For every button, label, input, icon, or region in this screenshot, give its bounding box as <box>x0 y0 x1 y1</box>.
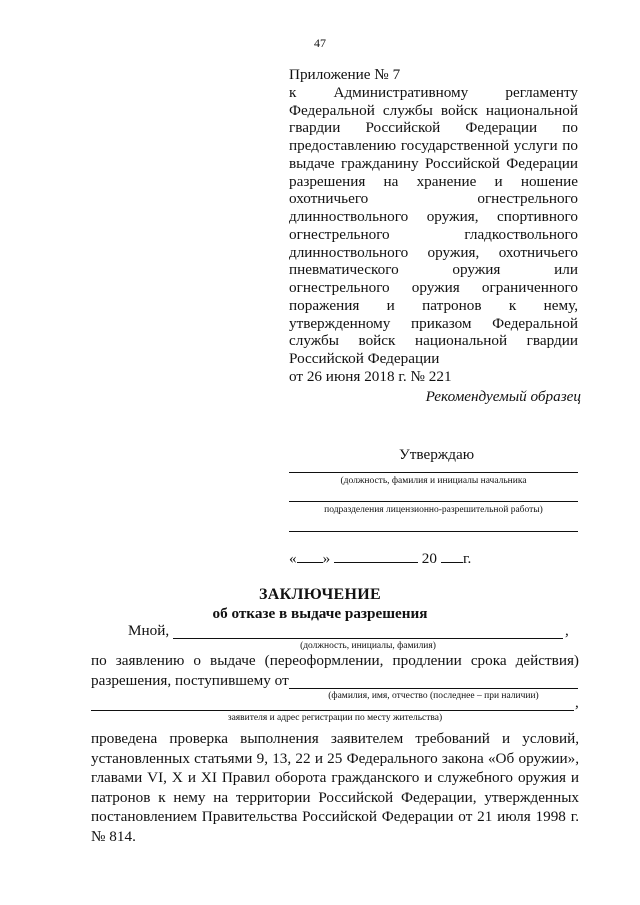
appendix-line: службы войск национальной гвардии <box>289 332 578 350</box>
appendix-line: длинноствольного оружия, спортивного <box>289 208 578 225</box>
application-text: по заявлению о выдаче (переоформлении, продлении срока действия) <box>91 652 579 669</box>
approve-label: Утверждаю <box>399 446 475 463</box>
appendix-line: утвержденному приказом Федеральной <box>289 314 578 332</box>
appendix-line: поражения и патронов к нему, <box>289 296 578 314</box>
appendix-line: к Административному регламенту <box>289 83 578 101</box>
appendix-line: охотничьего огнестрельного <box>289 190 578 208</box>
document-subtitle: об отказе в выдаче разрешения <box>212 605 428 622</box>
appendix-line: разрешения на хранение и ношение <box>289 172 578 190</box>
received-from-label: разрешения, поступившему от <box>91 672 289 689</box>
appendix-line: гвардии Российской Федерации по <box>289 119 578 137</box>
approver-unit-caption: подразделения лицензионно-разрешительной работы) <box>324 505 543 515</box>
recommended-sample-label: Рекомендуемый образец <box>425 388 581 405</box>
year-blank[interactable] <box>441 550 463 563</box>
body-text <box>91 729 579 847</box>
day-blank[interactable] <box>297 550 323 563</box>
applicant-name-line[interactable] <box>289 688 578 689</box>
date-open-quote: « <box>289 550 297 567</box>
applicant-address-caption: заявителя и адрес регистрации по месту жительства) <box>227 713 443 723</box>
approver-position-caption: (должность, фамилия и инициалы начальника <box>340 476 527 486</box>
month-blank[interactable] <box>334 550 418 563</box>
applicant-address-line[interactable] <box>91 710 574 711</box>
appendix-header <box>289 66 578 386</box>
by-me-label: Мной, <box>128 622 170 639</box>
appendix-line: выдаче гражданину Российской Федерации <box>289 154 578 172</box>
approver-signature-line <box>289 531 578 532</box>
appendix-line: огнестрельного оружия ограниченного <box>289 279 578 296</box>
body-line: главами VI, X и XI Правил оборота гражданского и служебного оружия и <box>91 769 579 787</box>
comma: , <box>575 694 579 711</box>
approver-position-line <box>289 472 578 473</box>
appendix-line: от 26 июня 2018 г. № 221 <box>289 367 452 385</box>
body-line: патронов к нему на территории Российской Федерации, утвержденных <box>91 788 579 806</box>
year-suffix: г. <box>462 550 472 567</box>
body-line: № 814. <box>91 827 136 845</box>
appendix-line: Российской Федерации <box>289 350 440 367</box>
date-close-quote: » <box>322 550 331 567</box>
body-line: установленных статьями 9, 13, 22 и 25 Федерального закона «Об оружии», <box>91 749 579 767</box>
year-prefix: 20 <box>421 550 437 567</box>
document-title: ЗАКЛЮЧЕНИЕ <box>259 586 381 603</box>
applicant-name-caption: (фамилия, имя, отчество (последнее – при наличии) <box>328 691 539 701</box>
appendix-line: пневматического оружия или <box>289 261 578 279</box>
body-line: постановлением Правительства Российской Федерации от 21 июля 1998 г. <box>91 808 579 826</box>
approver-unit-line <box>289 501 578 502</box>
body-line: проведена проверка выполнения заявителем требований и условий, <box>91 730 579 747</box>
appendix-line: длинноствольного оружия, охотничьего <box>289 243 578 261</box>
page-number: 47 <box>314 36 326 50</box>
approval-date <box>289 550 471 568</box>
comma: , <box>565 622 569 639</box>
appendix-line: огнестрельного гладкоствольного <box>289 225 578 243</box>
appendix-line: предоставлению государственной услуги по <box>289 137 578 154</box>
appendix-line: Федеральной службы войск национальной <box>289 101 578 119</box>
official-name-line[interactable] <box>173 638 563 639</box>
official-name-caption: (должность, инициалы, фамилия) <box>300 641 436 651</box>
appendix-line: Приложение № 7 <box>289 66 401 83</box>
